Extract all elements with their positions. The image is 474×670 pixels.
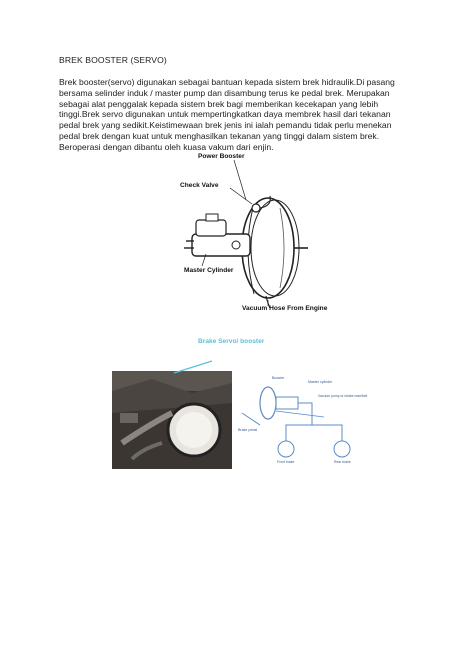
check-valve-label: Check Valve <box>180 182 219 189</box>
power-booster-label: Power Booster <box>198 153 245 160</box>
vacuum-pump-label: Vacuum pump or intake manifold <box>318 394 368 398</box>
front-brake-label: Front brake <box>277 460 295 464</box>
paragraph-line: bersama selinder induk / master pump dan disambung terus ke pedal brek. Merupakan <box>59 87 390 98</box>
paragraph-line: Brek booster(servo) digunakan sebagai bantuan kepada sistem brek hidraulik.Di pasang <box>59 77 395 87</box>
power-booster-illustration <box>176 148 328 322</box>
engine-bay-photo <box>112 361 232 469</box>
paragraph-line: Beroperasi dengan dibantu oleh kuasa vakum dari enjin. <box>59 141 274 152</box>
brake-system-schematic <box>233 371 367 469</box>
paragraph-line: tinggi.Brek servo digunakan untuk mempertingkatkan daya membrek hasil dari tekanan <box>59 109 391 120</box>
master-cylinder-label: Master Cylinder <box>184 267 234 274</box>
brake-servo-callout: Brake Servo/ booster <box>198 338 265 345</box>
body-paragraph <box>59 77 429 153</box>
vacuum-hose-label: Vacuum Hose From Engine <box>242 305 328 312</box>
paragraph-line: pedal brek yang sedikit.Keistimewaan brek jenis ini ialah pemandu tidak perlu menekan <box>59 120 392 131</box>
master-cylinder-schematic-label: Master cylinder <box>308 380 333 384</box>
brake-servo-figure <box>112 333 367 471</box>
brake-pedal-label: Brake pedal <box>238 428 258 432</box>
rear-brake-label: Rear brake <box>334 460 351 464</box>
booster-label: Booster <box>272 376 285 380</box>
document-title: BREK BOOSTER (SERVO) <box>59 55 167 65</box>
paragraph-line: pedal brek dengan kuat untuk menghasilkan tekanan yang tinggi dalam sistem brek. <box>59 130 380 141</box>
paragraph-line: sebagai alat penggalak kepada sistem brek bagi memberikan kecekapan yang lebih <box>59 98 379 109</box>
